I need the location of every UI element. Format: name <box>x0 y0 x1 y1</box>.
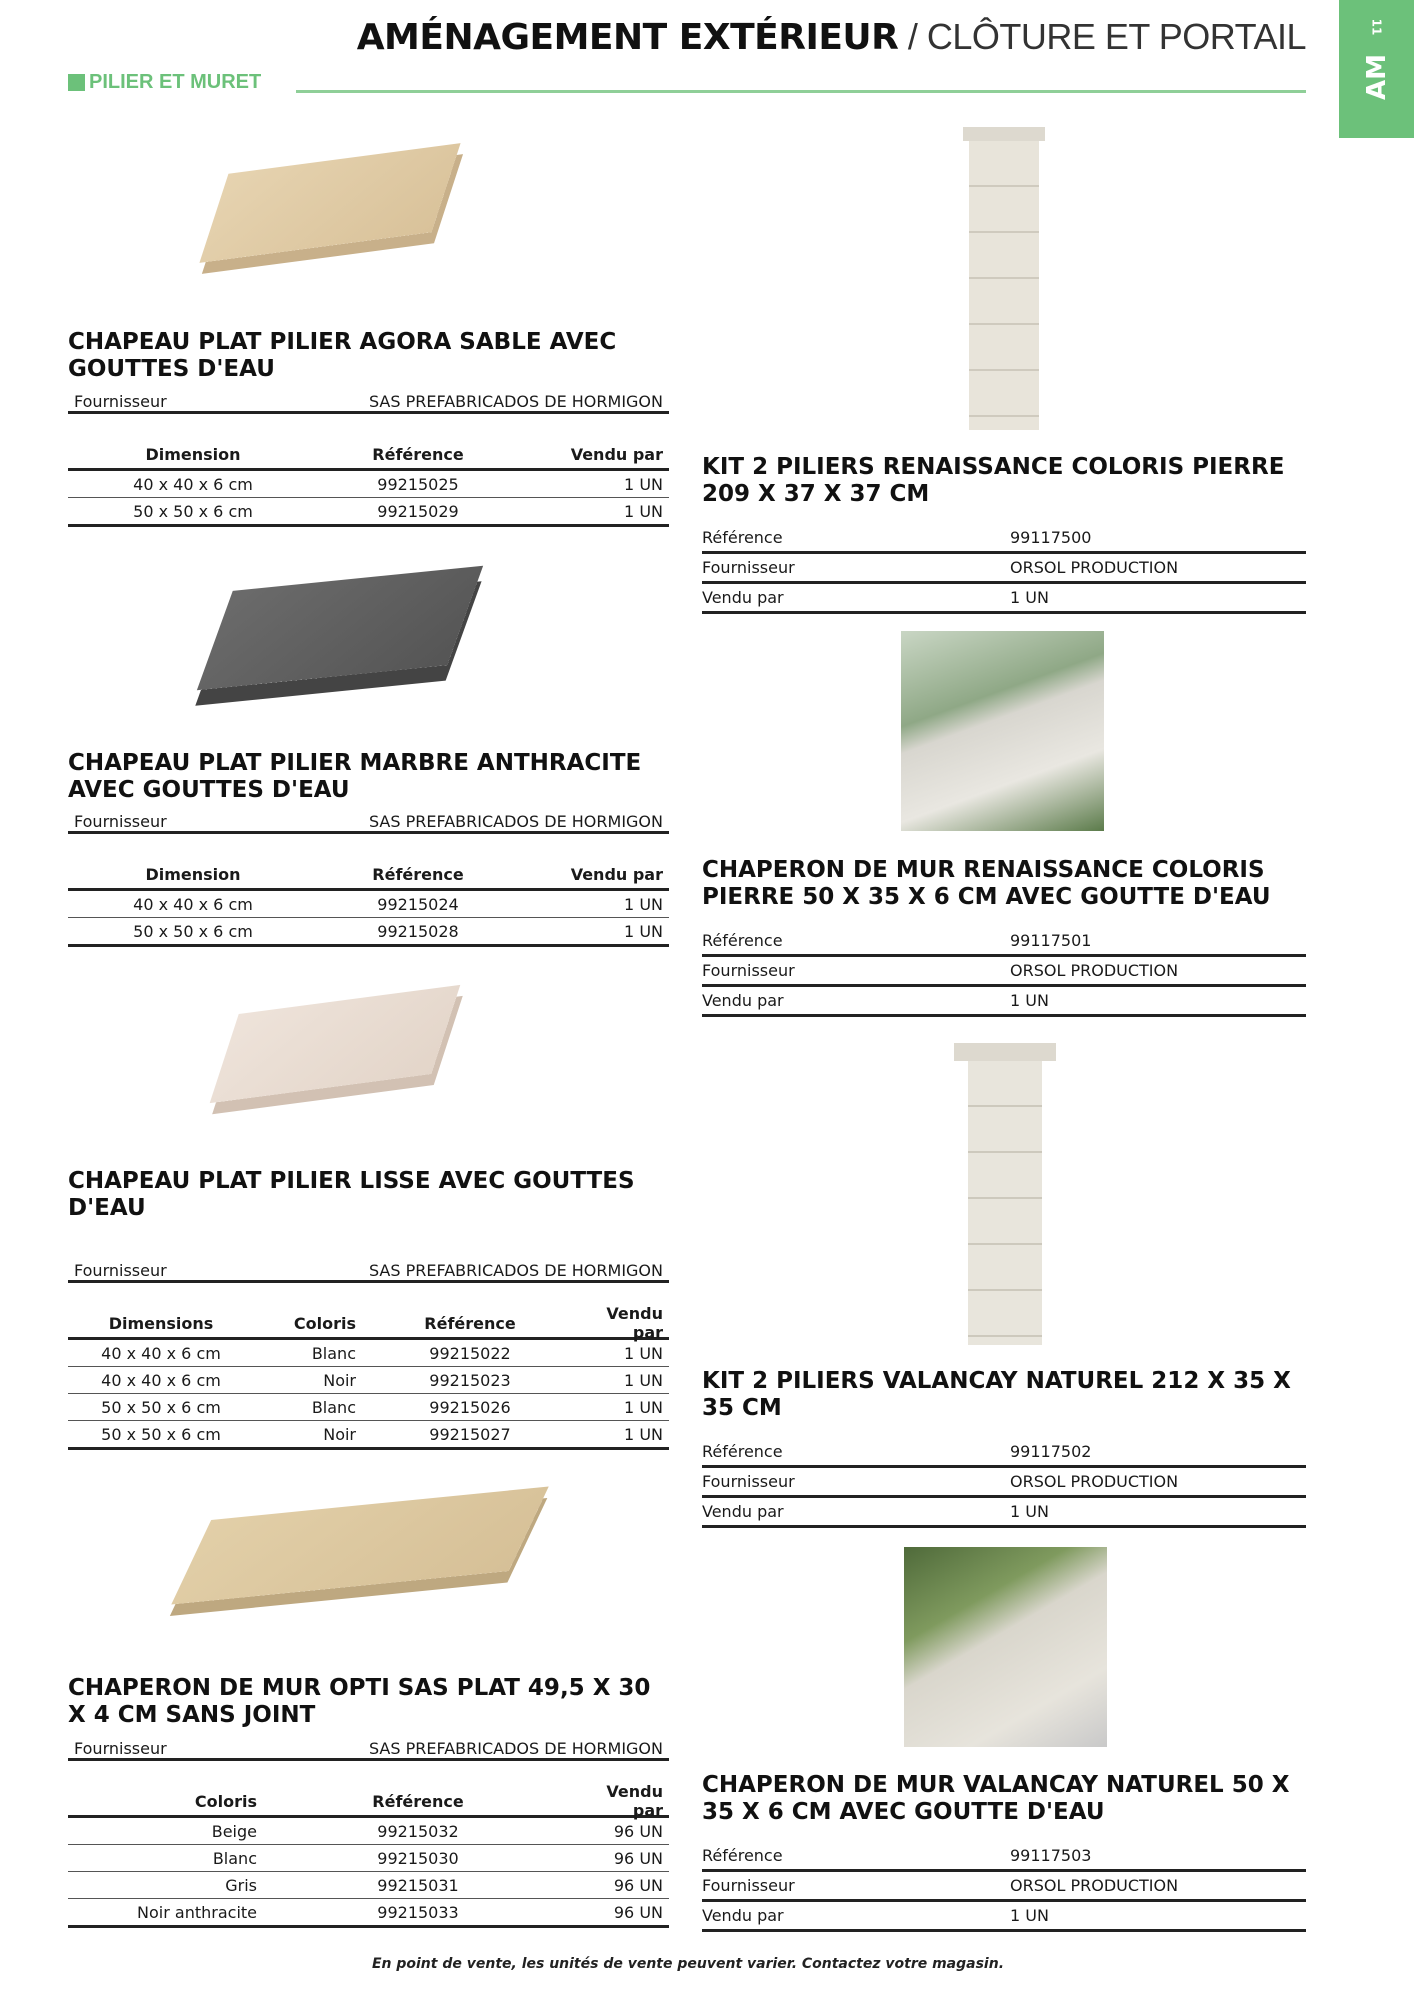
column-header: Référence <box>372 1791 464 1811</box>
product-table <box>68 440 669 527</box>
table-cell: 1 UN <box>624 1370 663 1390</box>
column-header: Coloris <box>293 1313 356 1333</box>
supplier-label: Fournisseur <box>74 812 167 831</box>
column-header: Référence <box>424 1313 516 1333</box>
supplier-value: SAS PREFABRICADOS DE HORMIGON <box>368 812 663 831</box>
info-value: 99117501 <box>1010 931 1092 950</box>
info-row <box>702 1438 1306 1468</box>
table-cell: Gris <box>225 1875 257 1895</box>
section-heading <box>68 71 261 94</box>
page-number: 11 <box>1369 18 1384 36</box>
table-cell: 99215030 <box>377 1848 459 1868</box>
table-row <box>68 1421 669 1450</box>
table-cell: 40 x 40 x 6 cm <box>133 894 253 914</box>
section-label: PILIER ET MURET <box>89 71 262 93</box>
product-image-pilier-renaissance <box>963 127 1045 430</box>
table-row <box>68 1872 669 1899</box>
product-title: CHAPERON DE MUR RENAISSANCE COLORIS PIERRE 50 X 35 X 6 CM AVEC GOUTTE D'EAU <box>702 857 1271 910</box>
supplier-value: SAS PREFABRICADOS DE HORMIGON <box>368 392 663 411</box>
info-label: Fournisseur <box>702 558 795 577</box>
table-cell: 50 x 50 x 6 cm <box>133 921 253 941</box>
info-row <box>702 987 1306 1017</box>
info-label: Fournisseur <box>702 1472 795 1491</box>
table-cell: 40 x 40 x 6 cm <box>101 1343 221 1363</box>
info-value: ORSOL PRODUCTION <box>1010 1472 1179 1491</box>
info-row <box>702 1842 1306 1872</box>
table-cell: 99215033 <box>377 1902 459 1922</box>
table-row <box>68 1340 669 1367</box>
table-cell: 1 UN <box>624 474 663 494</box>
table-cell: 99215031 <box>377 1875 459 1895</box>
info-row <box>702 1902 1306 1932</box>
title-subcategory: / CLÔTURE ET PORTAIL <box>898 16 1306 57</box>
table-row <box>68 1845 669 1872</box>
column-header: Vendu par <box>606 1782 663 1820</box>
product-image-marbre-anthracite <box>200 548 540 714</box>
table-cell: 99215025 <box>377 474 459 494</box>
table-row <box>68 498 669 527</box>
supplier-label: Fournisseur <box>74 392 167 411</box>
table-cell: Noir <box>323 1370 356 1390</box>
product-title: CHAPERON DE MUR VALANCAY NATUREL 50 X 35 X 6 CM AVEC GOUTTE D'EAU <box>702 1772 1290 1825</box>
product-title: KIT 2 PILIERS VALANCAY NATUREL 212 X 35 X 35 CM <box>702 1368 1291 1421</box>
info-value: ORSOL PRODUCTION <box>1010 558 1179 577</box>
supplier-label: Fournisseur <box>74 1739 167 1758</box>
info-row <box>702 584 1306 614</box>
product-title: KIT 2 PILIERS RENAISSANCE COLORIS PIERRE 209 X 37 X 37 CM <box>702 454 1285 507</box>
info-value: ORSOL PRODUCTION <box>1010 961 1179 980</box>
table-cell: 96 UN <box>613 1902 663 1922</box>
table-cell: 99215029 <box>377 501 459 521</box>
info-label: Vendu par <box>702 1906 784 1925</box>
table-row <box>68 1818 669 1845</box>
supplier-row <box>68 1739 669 1761</box>
info-value: 99117503 <box>1010 1846 1092 1865</box>
section-square-icon <box>68 74 85 91</box>
table-cell: 99215024 <box>377 894 459 914</box>
product-title: CHAPERON DE MUR OPTI SAS PLAT 49,5 X 30 X 4 CM SANS JOINT <box>68 1675 651 1728</box>
info-label: Fournisseur <box>702 1876 795 1895</box>
table-header <box>68 440 669 471</box>
supplier-row <box>68 392 669 414</box>
table-cell: 1 UN <box>624 1424 663 1444</box>
info-row <box>702 927 1306 957</box>
column-header: Vendu par <box>606 1304 663 1342</box>
info-label: Vendu par <box>702 1502 784 1521</box>
table-cell: 96 UN <box>613 1821 663 1841</box>
table-cell: 1 UN <box>624 1343 663 1363</box>
page-title <box>357 16 1306 58</box>
product-table <box>68 860 669 947</box>
supplier-row <box>68 812 669 834</box>
product-image-agora-sable <box>220 128 520 293</box>
table-cell: Blanc <box>212 1848 257 1868</box>
title-category: AMÉNAGEMENT EXTÉRIEUR <box>356 17 899 58</box>
table-cell: 99215028 <box>377 921 459 941</box>
table-header <box>68 860 669 891</box>
product-image-chaperon-renaissance <box>901 631 1104 831</box>
info-row <box>702 957 1306 987</box>
info-value: 1 UN <box>1010 1906 1049 1925</box>
table-cell: Blanc <box>311 1397 356 1417</box>
product-image-lisse <box>220 969 520 1131</box>
product-image-pilier-valancay <box>954 1043 1056 1345</box>
product-info-table <box>702 1438 1306 1528</box>
product-image-chaperon-opti <box>170 1473 570 1638</box>
table-cell: Noir anthracite <box>137 1902 257 1922</box>
supplier-value: SAS PREFABRICADOS DE HORMIGON <box>368 1739 663 1758</box>
chapter-tab <box>1339 0 1414 138</box>
info-label: Référence <box>702 1442 783 1461</box>
table-cell: 96 UN <box>613 1875 663 1895</box>
info-row <box>702 1872 1306 1902</box>
table-cell: 96 UN <box>613 1848 663 1868</box>
table-cell: 50 x 50 x 6 cm <box>133 501 253 521</box>
info-label: Référence <box>702 528 783 547</box>
table-header <box>68 1782 669 1820</box>
column-header: Coloris <box>194 1791 257 1811</box>
chapter-code: AM <box>1362 54 1392 100</box>
info-value: 99117502 <box>1010 1442 1092 1461</box>
table-cell: Noir <box>323 1424 356 1444</box>
column-header: Vendu par <box>570 444 663 464</box>
info-row <box>702 1468 1306 1498</box>
info-row <box>702 524 1306 554</box>
supplier-row <box>68 1261 669 1283</box>
info-label: Vendu par <box>702 588 784 607</box>
table-cell: 1 UN <box>624 894 663 914</box>
table-row <box>68 1899 669 1928</box>
table-cell: 1 UN <box>624 501 663 521</box>
product-info-table <box>702 1842 1306 1932</box>
product-table <box>68 1304 669 1450</box>
table-row <box>68 918 669 947</box>
table-cell: 99215022 <box>429 1343 511 1363</box>
info-label: Référence <box>702 931 783 950</box>
table-cell: 1 UN <box>624 921 663 941</box>
table-row <box>68 471 669 498</box>
info-label: Référence <box>702 1846 783 1865</box>
footer-note: En point de vente, les unités de vente peuvent varier. Contactez votre magasin. <box>371 1956 1005 1972</box>
info-row <box>702 554 1306 584</box>
product-info-table <box>702 927 1306 1017</box>
info-value: 99117500 <box>1010 528 1092 547</box>
table-cell: Blanc <box>311 1343 356 1363</box>
supplier-value: SAS PREFABRICADOS DE HORMIGON <box>368 1261 663 1280</box>
table-cell: 40 x 40 x 6 cm <box>133 474 253 494</box>
table-row <box>68 1394 669 1421</box>
column-header: Dimensions <box>108 1313 214 1333</box>
table-cell: 99215032 <box>377 1821 459 1841</box>
section-divider <box>296 90 1306 93</box>
info-value: 1 UN <box>1010 588 1049 607</box>
table-row <box>68 1367 669 1394</box>
info-label: Fournisseur <box>702 961 795 980</box>
product-info-table <box>702 524 1306 614</box>
table-cell: 1 UN <box>624 1397 663 1417</box>
table-row <box>68 891 669 918</box>
info-value: ORSOL PRODUCTION <box>1010 1876 1179 1895</box>
product-title: CHAPEAU PLAT PILIER AGORA SABLE AVEC GOUTTES D'EAU <box>68 329 617 382</box>
table-cell: 40 x 40 x 6 cm <box>101 1370 221 1390</box>
info-value: 1 UN <box>1010 1502 1049 1521</box>
table-cell: 99215023 <box>429 1370 511 1390</box>
product-table <box>68 1782 669 1928</box>
product-title: CHAPEAU PLAT PILIER LISSE AVEC GOUTTES D'EAU <box>68 1168 635 1221</box>
product-title: CHAPEAU PLAT PILIER MARBRE ANTHRACITE AVEC GOUTTES D'EAU <box>68 750 642 803</box>
column-header: Dimension <box>145 864 241 884</box>
column-header: Vendu par <box>570 864 663 884</box>
info-value: 1 UN <box>1010 991 1049 1010</box>
column-header: Référence <box>372 864 464 884</box>
table-cell: Beige <box>211 1821 257 1841</box>
column-header: Dimension <box>145 444 241 464</box>
product-image-chaperon-valancay <box>904 1547 1107 1747</box>
info-row <box>702 1498 1306 1528</box>
table-cell: 99215026 <box>429 1397 511 1417</box>
table-header <box>68 1304 669 1342</box>
table-cell: 50 x 50 x 6 cm <box>101 1424 221 1444</box>
table-cell: 50 x 50 x 6 cm <box>101 1397 221 1417</box>
table-cell: 99215027 <box>429 1424 511 1444</box>
supplier-label: Fournisseur <box>74 1261 167 1280</box>
column-header: Référence <box>372 444 464 464</box>
info-label: Vendu par <box>702 991 784 1010</box>
